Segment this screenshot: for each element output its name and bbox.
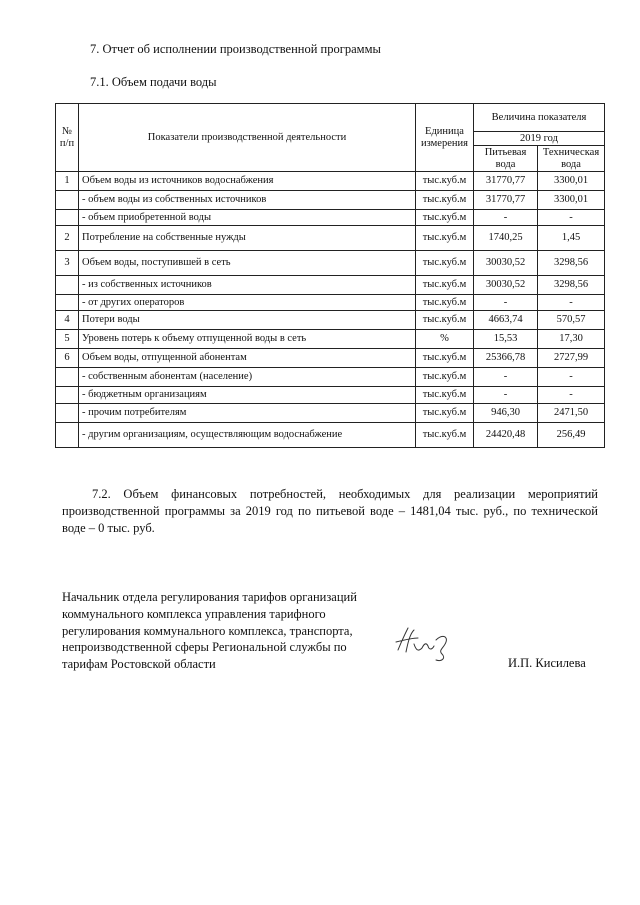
row-indicator: - объем приобретенной воды bbox=[79, 210, 416, 226]
row-number bbox=[56, 404, 79, 423]
row-drinking-value: - bbox=[474, 210, 538, 226]
row-drinking-value: 25366,78 bbox=[474, 349, 538, 368]
row-indicator: - объем воды из собственных источников bbox=[79, 191, 416, 210]
header-value: Величина показателя bbox=[474, 104, 605, 132]
row-unit: тыс.куб.м bbox=[416, 191, 474, 210]
row-number: 2 bbox=[56, 226, 79, 251]
row-number bbox=[56, 423, 79, 448]
row-indicator: Объем воды, отпущенной абонентам bbox=[79, 349, 416, 368]
header-unit: Единица измерения bbox=[416, 104, 474, 172]
row-indicator: - другим организациям, осуществляющим водоснабжение bbox=[79, 423, 416, 448]
row-unit: тыс.куб.м bbox=[416, 276, 474, 295]
header-year: 2019 год bbox=[474, 132, 605, 146]
row-drinking-value: 15,53 bbox=[474, 330, 538, 349]
signatory-line: коммунального комплекса управления тарифного bbox=[62, 606, 326, 621]
header-number: № п/п bbox=[56, 104, 79, 172]
row-technical-value: 570,57 bbox=[538, 311, 605, 330]
table-row bbox=[56, 295, 605, 311]
row-drinking-value: - bbox=[474, 387, 538, 404]
row-number bbox=[56, 387, 79, 404]
row-unit: тыс.куб.м bbox=[416, 251, 474, 276]
row-drinking-value: 31770,77 bbox=[474, 191, 538, 210]
water-supply-table bbox=[55, 103, 605, 448]
section-7-title: 7. Отчет об исполнении производственной программы bbox=[90, 42, 381, 56]
row-indicator: - собственным абонентам (население) bbox=[79, 368, 416, 387]
row-technical-value: 256,49 bbox=[538, 423, 605, 448]
row-technical-value: 2471,50 bbox=[538, 404, 605, 423]
row-technical-value: 3298,56 bbox=[538, 276, 605, 295]
row-number bbox=[56, 191, 79, 210]
row-technical-value: - bbox=[538, 387, 605, 404]
header-drinking-water: Питьевая вода bbox=[474, 146, 538, 172]
table-row bbox=[56, 172, 605, 191]
row-drinking-value: 4663,74 bbox=[474, 311, 538, 330]
row-drinking-value: - bbox=[474, 368, 538, 387]
row-unit: % bbox=[416, 330, 474, 349]
section-7-1-title: 7.1. Объем подачи воды bbox=[90, 75, 217, 89]
row-unit: тыс.куб.м bbox=[416, 226, 474, 251]
table-row bbox=[56, 226, 605, 251]
row-indicator: Уровень потерь к объему отпущенной воды в сеть bbox=[79, 330, 416, 349]
row-technical-value: 3300,01 bbox=[538, 191, 605, 210]
row-drinking-value: 1740,25 bbox=[474, 226, 538, 251]
row-unit: тыс.куб.м bbox=[416, 311, 474, 330]
row-unit: тыс.куб.м bbox=[416, 295, 474, 311]
row-drinking-value: - bbox=[474, 295, 538, 311]
header-indicator: Показатели производственной деятельности bbox=[79, 104, 416, 172]
table-row bbox=[56, 349, 605, 368]
signatory-line: тарифам Ростовской области bbox=[62, 657, 216, 672]
row-number: 5 bbox=[56, 330, 79, 349]
row-number bbox=[56, 276, 79, 295]
table-row bbox=[56, 276, 605, 295]
table-row bbox=[56, 423, 605, 448]
row-indicator: Объем воды, поступившей в сеть bbox=[79, 251, 416, 276]
row-technical-value: - bbox=[538, 210, 605, 226]
row-number: 4 bbox=[56, 311, 79, 330]
row-indicator: Потери воды bbox=[79, 311, 416, 330]
row-unit: тыс.куб.м bbox=[416, 349, 474, 368]
signatory-line: непроизводственной сферы Региональной службы по bbox=[62, 640, 347, 655]
row-technical-value: 17,30 bbox=[538, 330, 605, 349]
row-drinking-value: 31770,77 bbox=[474, 172, 538, 191]
row-technical-value: 3300,01 bbox=[538, 172, 605, 191]
row-indicator: - бюджетным организациям bbox=[79, 387, 416, 404]
row-indicator: Объем воды из источников водоснабжения bbox=[79, 172, 416, 191]
row-number bbox=[56, 368, 79, 387]
row-unit: тыс.куб.м bbox=[416, 404, 474, 423]
header-technical-water: Техническая вода bbox=[538, 146, 605, 172]
row-indicator: - из собственных источников bbox=[79, 276, 416, 295]
row-indicator: - от других операторов bbox=[79, 295, 416, 311]
row-technical-value: 1,45 bbox=[538, 226, 605, 251]
row-technical-value: - bbox=[538, 295, 605, 311]
table-row bbox=[56, 330, 605, 349]
row-indicator: - прочим потребителям bbox=[79, 404, 416, 423]
signatory-position bbox=[62, 589, 392, 673]
table-row bbox=[56, 191, 605, 210]
row-drinking-value: 30030,52 bbox=[474, 276, 538, 295]
row-drinking-value: 946,30 bbox=[474, 404, 538, 423]
row-unit: тыс.куб.м bbox=[416, 423, 474, 448]
handwritten-signature bbox=[392, 622, 464, 664]
table-row bbox=[56, 210, 605, 226]
signatory-line: Начальник отдела регулирования тарифов организаций bbox=[62, 590, 357, 604]
row-unit: тыс.куб.м bbox=[416, 387, 474, 404]
row-drinking-value: 24420,48 bbox=[474, 423, 538, 448]
row-technical-value: 3298,56 bbox=[538, 251, 605, 276]
row-indicator: Потребление на собственные нужды bbox=[79, 226, 416, 251]
row-unit: тыс.куб.м bbox=[416, 172, 474, 191]
table-row bbox=[56, 251, 605, 276]
row-drinking-value: 30030,52 bbox=[474, 251, 538, 276]
paragraph-7-2: 7.2. Объем финансовых потребностей, необходимых для реализации мероприятий производственной программы за 2019 год по питьевой воде – 1481,04 тыс. руб., по технической воде – 0 тыс. руб. bbox=[62, 487, 598, 535]
table-row bbox=[56, 387, 605, 404]
table-row bbox=[56, 404, 605, 423]
row-technical-value: - bbox=[538, 368, 605, 387]
row-number: 6 bbox=[56, 349, 79, 368]
row-number bbox=[56, 210, 79, 226]
table-row bbox=[56, 311, 605, 330]
row-number: 1 bbox=[56, 172, 79, 191]
row-number: 3 bbox=[56, 251, 79, 276]
signatory-line: регулирования коммунального комплекса, транспорта, bbox=[62, 623, 353, 638]
row-number bbox=[56, 295, 79, 311]
table-row bbox=[56, 368, 605, 387]
row-unit: тыс.куб.м bbox=[416, 210, 474, 226]
row-unit: тыс.куб.м bbox=[416, 368, 474, 387]
signatory-name: И.П. Кисилева bbox=[508, 656, 586, 670]
row-technical-value: 2727,99 bbox=[538, 349, 605, 368]
